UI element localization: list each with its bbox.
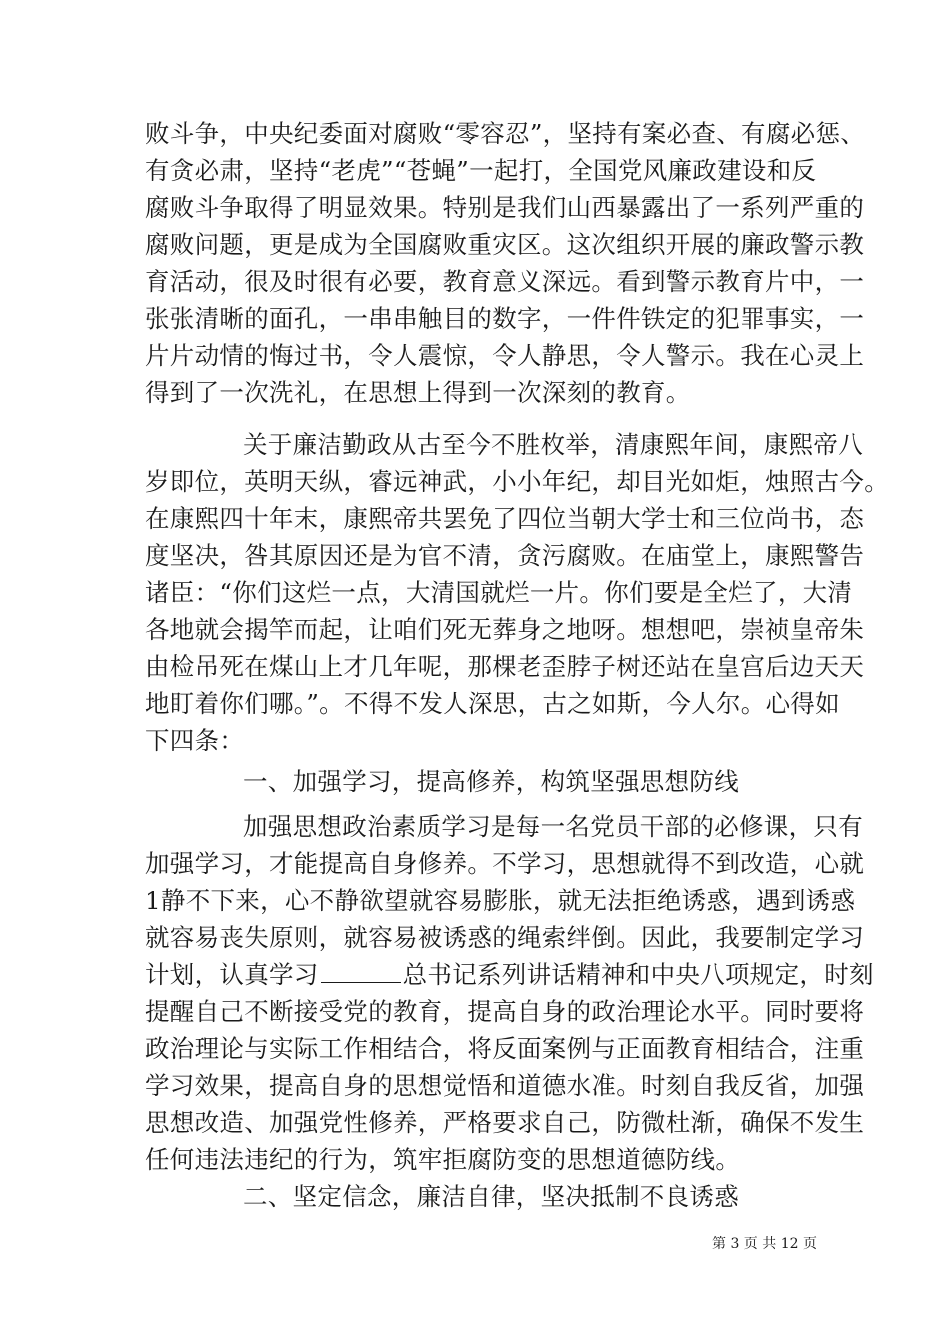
text-line: 就容易丧失原则，就容易被诱惑的绳索绊倒。因此，我要制定学习 xyxy=(145,923,865,952)
text-line: 腐败问题，更是成为全国腐败重灾区。这次组织开展的廉政警示教 xyxy=(145,230,865,259)
text-line: 腐败斗争取得了明显效果。特别是我们山西暴露出了一系列严重的 xyxy=(145,193,865,222)
text-line: 张张清晰的面孔，一串串触目的数字，一件件铁定的犯罪事实，一 xyxy=(145,304,865,333)
text-line: 在康熙四十年末，康熙帝共罢免了四位当朝大学士和三位尚书，态 xyxy=(145,504,865,533)
page-number-footer: 第 3 页 共 12 页 xyxy=(712,1236,817,1252)
text-segment: 计划，认真学习 xyxy=(145,960,319,989)
text-line: 岁即位，英明天纵，睿远神武，小小年纪，却目光如炬，烛照古今。 xyxy=(145,467,889,496)
text-line: 学习效果，提高自身的思想觉悟和道德水准。时刻自我反省，加强 xyxy=(145,1071,865,1100)
text-line: 育活动，很及时很有必要，教育意义深远。看到警示教育片中，一 xyxy=(145,267,865,296)
text-line: 诸臣：“你们这烂一点，大清国就烂一片。你们要是全烂了，大清 xyxy=(145,578,853,607)
paragraph-first-line: 加强思想政治素质学习是每一名党员干部的必修课，只有 xyxy=(243,812,863,841)
section-heading-2: 二、坚定信念，廉洁自律，坚决抵制不良诱惑 xyxy=(243,1182,739,1211)
section-heading-1: 一、加强学习，提高修养，构筑坚强思想防线 xyxy=(243,767,739,796)
text-line: 任何违法违纪的行为，筑牢拒腐防变的思想道德防线。 xyxy=(145,1145,741,1174)
text-line: 政治理论与实际工作相结合，将反面案例与正面教育相结合，注重 xyxy=(145,1034,865,1063)
text-line: 各地就会揭竿而起，让咱们死无葬身之地呀。想想吧，崇祯皇帝朱 xyxy=(145,615,865,644)
blank-underline xyxy=(321,960,401,983)
paragraph-first-line: 关于廉洁勤政从古至今不胜枚举，清康熙年间，康熙帝八 xyxy=(243,430,863,459)
text-line: 有贪必肃，坚持“老虎”“苍蝇”一起打，全国党风廉政建设和反 xyxy=(145,156,817,185)
text-line: 1静不下来，心不静欲望就容易膨胀，就无法拒绝诱惑，遇到诱惑 xyxy=(145,886,856,915)
text-line: 下四条： xyxy=(145,726,245,755)
text-line: 败斗争，中央纪委面对腐败“零容忍”，坚持有案必查、有腐必惩、 xyxy=(145,119,866,148)
text-line: 得到了一次洗礼，在思想上得到一次深刻的教育。 xyxy=(145,378,691,407)
text-line: 片片动情的悔过书，令人震惊，令人静思，令人警示。我在心灵上 xyxy=(145,341,865,370)
text-segment: 总书记系列讲话精神和中央八项规定，时刻 xyxy=(402,960,874,989)
text-line-with-blank xyxy=(145,957,874,993)
text-line: 地盯着你们哪。”。不得不发人深思，古之如斯，今人尔。心得如 xyxy=(145,689,840,718)
text-line: 思想改造、加强党性修养，严格要求自己，防微杜渐，确保不发生 xyxy=(145,1108,865,1137)
text-line: 加强学习，才能提高自身修养。不学习，思想就得不到改造，心就 xyxy=(145,849,865,878)
text-line: 提醒自己不断接受党的教育，提高自身的政治理论水平。同时要将 xyxy=(145,997,865,1026)
text-line: 度坚决，咎其原因还是为官不清，贪污腐败。在庙堂上，康熙警告 xyxy=(145,541,865,570)
text-line: 由检吊死在煤山上才几年呢，那棵老歪脖子树还站在皇宫后边天天 xyxy=(145,652,865,681)
